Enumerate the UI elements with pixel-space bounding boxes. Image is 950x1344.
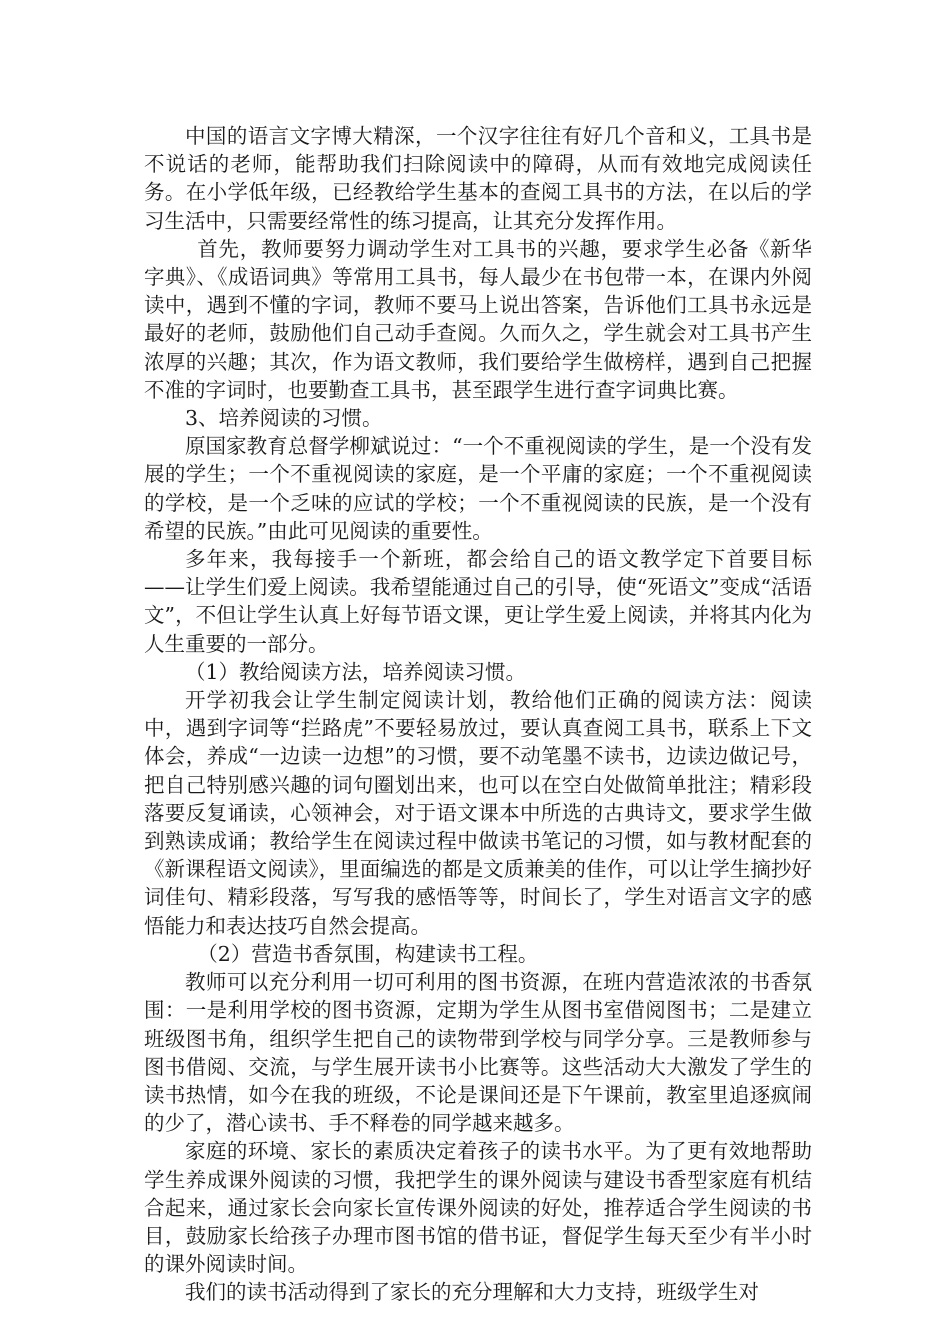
paragraph-reference-books: 中国的语言文字博大精深，一个汉字往往有好几个音和义，工具书是不说话的老师，能帮助我们扫除阅读中的障碍，从而有效地完成阅读任务。在小学低年级，已经教给学生基本的查阅工具书的方法，在以后的学习生活中，只需要经常性的练习提高，让其充分发挥作用。 [144,124,812,233]
paragraph-parent-support: 我们的读书活动得到了家长的充分理解和大力支持，班级学生对 [185,1280,759,1305]
paragraph-reading-methods: 开学初我会让学生制定阅读计划，教给他们正确的阅读方法：阅读中，遇到字词等“拦路虎”不要轻易放过，要认真查阅工具书，联系上下文体会，养成“一边读一边想”的习惯，要不动笔墨不读书，边读边做记号，把自己特别感兴趣的词句圈划出来，也可以在空白处做简单批注；精彩段落要反复诵读，心领神会，对于语文课本中所选的古典诗文，要求学生做到熟读成诵；教给学生在阅读过程中做读书笔记的习惯，如与教材配套的《新课程语文阅读》，里面编选的都是文质兼美的佳作，可以让学生摘抄好词佳句、精彩段落，写写我的感悟等等，时间长了，学生对语言文字的感悟能力和表达技巧自然会提高。 [144,688,812,938]
paragraph-library-resources: 教师可以充分利用一切可利用的图书资源，在班内营造浓浓的书香氛围：一是利用学校的图书资源，定期为学生从图书室借阅图书；二是建立班级图书角，组织学生把自己的读物带到学校与同学分享。三是教师参与图书借阅、交流，与学生展开读书小比赛等。这些活动大大激发了学生的读书热情，如今在我的班级，不论是课间还是下午课前，教室里追逐疯闹的少了，潜心读书、手不释卷的同学越来越多。 [144,970,812,1136]
document-body [144,122,812,1307]
subheading-book-atmosphere: （2）营造书香氛围，构建读书工程。 [197,941,539,966]
paragraph-liubin-quote: 原国家教育总督学柳斌说过：“一个不重视阅读的学生，是一个没有发展的学生；一个不重视阅读的家庭，是一个平庸的家庭；一个不重视阅读的学校，是一个乏味的应试的学校；一个不重视阅读的民族，是一个没有希望的民族。”由此可见阅读的重要性。 [144,434,812,543]
paragraph-family-reading: 家庭的环境、家长的素质决定着孩子的读书水平。为了更有效地帮助学生养成课外阅读的习惯，我把学生的课外阅读与建设书香型家庭有机结合起来，通过家长会向家长宣传课外阅读的好处，推荐适合学生阅读的书目，鼓励家长给孩子办理市图书馆的借书证，督促学生每天至少有半小时的课外阅读时间。 [144,1139,812,1277]
paragraph-teacher-guidance: 首先，教师要努力调动学生对工具书的兴趣，要求学生必备《新华字典》、《成语词典》等常用工具书，每人最少在书包带一本，在课内外阅读中，遇到不懂的字词，教师不要马上说出答案，告诉他们工具书永远是最好的老师，鼓励他们自己动手查阅。久而久之，学生就会对工具书产生浓厚的兴趣；其次，作为语文教师，我们要给学生做榜样，遇到自己把握不准的字词时，也要勤查工具书，甚至跟学生进行查字词典比赛。 [144,236,812,402]
subheading-reading-methods: （1）教给阅读方法，培养阅读习惯。 [185,659,527,684]
section-heading-reading-habits: 3、培养阅读的习惯。 [185,406,383,431]
paragraph-love-reading-goal: 多年来，我每接手一个新班，都会给自己的语文教学定下首要目标——让学生们爱上阅读。我希望能通过自己的引导，使“死语文”变成“活语文”，不但让学生认真上好每节语文课，更让学生爱上阅读，并将其内化为人生重要的一部分。 [144,547,812,656]
